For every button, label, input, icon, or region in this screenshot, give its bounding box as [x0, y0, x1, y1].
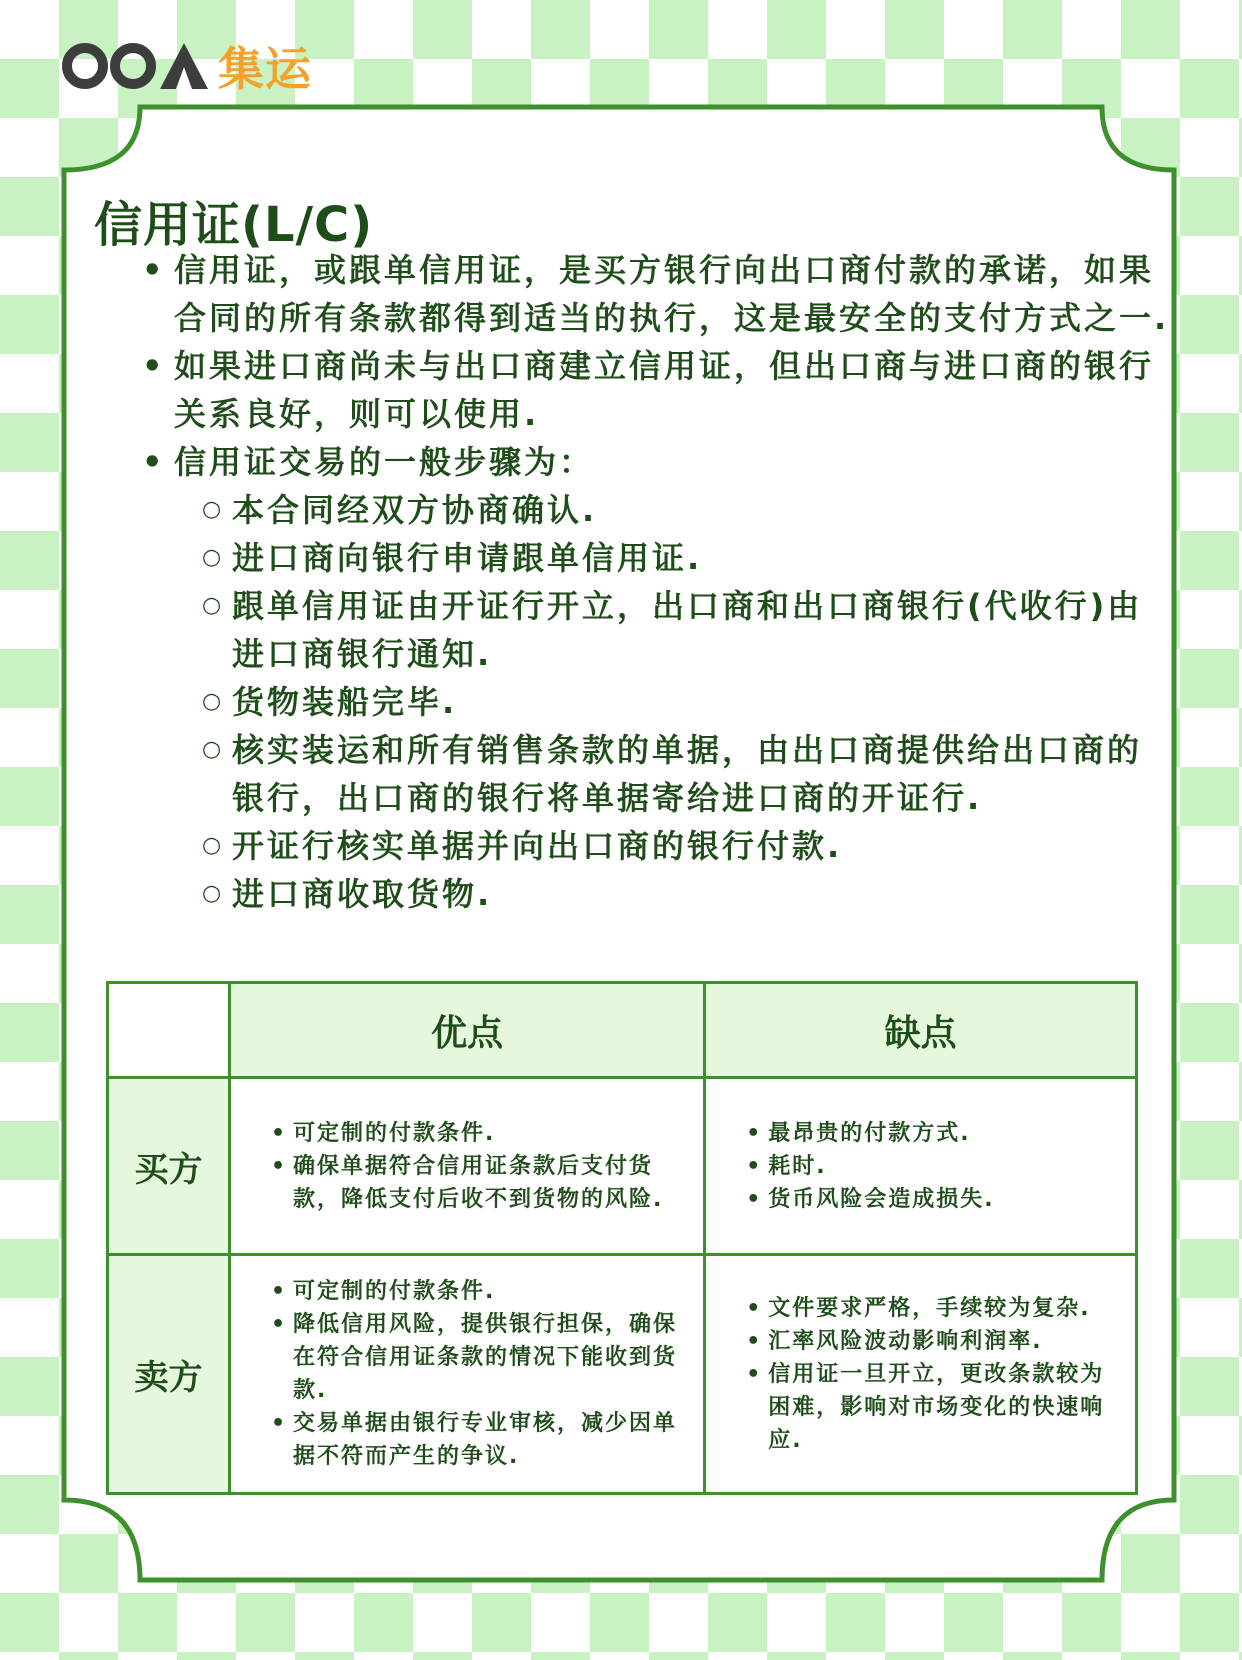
- seller-cons-cell: [705, 1255, 1137, 1494]
- page-title: 信用证(L/C): [94, 197, 374, 253]
- buyer-pros-cell: [230, 1078, 705, 1255]
- intro-list: [174, 246, 1174, 918]
- step-item: ○ 进口商向银行申请跟单信用证.: [232, 534, 1174, 582]
- step-item: ○ 开证行核实单据并向出口商的银行付款.: [232, 822, 1174, 870]
- list-item: • 最昂贵的付款方式.: [768, 1117, 1115, 1150]
- list-item: • 信用证一旦开立，更改条款较为困难，影响对市场变化的快速响应.: [768, 1358, 1115, 1457]
- intro-item: • 如果进口商尚未与出口商建立信用证，但出口商与进口商的银行关系良好，则可以使用.: [174, 342, 1174, 438]
- intro-item: • 信用证，或跟单信用证，是买方银行向出口商付款的承诺，如果合同的所有条款都得到适当的执行，这是最安全的支付方式之一.: [174, 246, 1174, 342]
- row-label-buyer: 买方: [108, 1078, 230, 1255]
- steps-list: [174, 486, 1174, 918]
- list-item: • 可定制的付款条件.: [293, 1117, 683, 1150]
- list-item: • 汇率风险波动影响利润率.: [768, 1325, 1115, 1358]
- buyer-cons-list: [706, 1117, 1115, 1216]
- step-item: ○ 跟单信用证由开证行开立，出口商和出口商银行(代收行)由进口商银行通知.: [232, 582, 1174, 678]
- list-item: • 货币风险会造成损失.: [768, 1183, 1115, 1216]
- intro-item-text: 信用证交易的一般步骤为：: [174, 443, 595, 481]
- row-label-seller: 卖方: [108, 1255, 230, 1494]
- step-item: ○ 进口商收取货物.: [232, 870, 1174, 918]
- list-item: • 可定制的付款条件.: [293, 1275, 683, 1308]
- buyer-pros-list: [231, 1117, 683, 1216]
- table-row-buyer: [108, 1078, 1137, 1255]
- seller-pros-list: [231, 1275, 683, 1473]
- pros-header: 优点: [230, 983, 705, 1078]
- intro-item: [174, 438, 1174, 918]
- buyer-cons-cell: [705, 1078, 1137, 1255]
- table-row-seller: [108, 1255, 1137, 1494]
- seller-cons-list: [706, 1292, 1115, 1457]
- cons-header: 缺点: [705, 983, 1137, 1078]
- step-item: ○ 货物装船完毕.: [232, 678, 1174, 726]
- list-item: • 耗时.: [768, 1150, 1115, 1183]
- list-item: • 交易单据由银行专业审核，减少因单据不符而产生的争议.: [293, 1407, 683, 1473]
- list-item: • 文件要求严格，手续较为复杂.: [768, 1292, 1115, 1325]
- list-item: • 降低信用风险，提供银行担保，确保在符合信用证条款的情况下能收到货款.: [293, 1308, 683, 1407]
- table-corner-cell: [108, 983, 230, 1078]
- seller-pros-cell: [230, 1255, 705, 1494]
- step-item: ○ 本合同经双方协商确认.: [232, 486, 1174, 534]
- brand-name: 集运: [218, 42, 312, 96]
- comparison-table: [106, 981, 1138, 1495]
- content-card: [64, 176, 1174, 1576]
- list-item: • 确保单据符合信用证条款后支付货款，降低支付后收不到货物的风险.: [293, 1150, 683, 1216]
- table-header-row: [108, 983, 1137, 1078]
- step-item: ○ 核实装运和所有销售条款的单据，由出口商提供给出口商的银行，出口商的银行将单据寄给进口商的开证行.: [232, 726, 1174, 822]
